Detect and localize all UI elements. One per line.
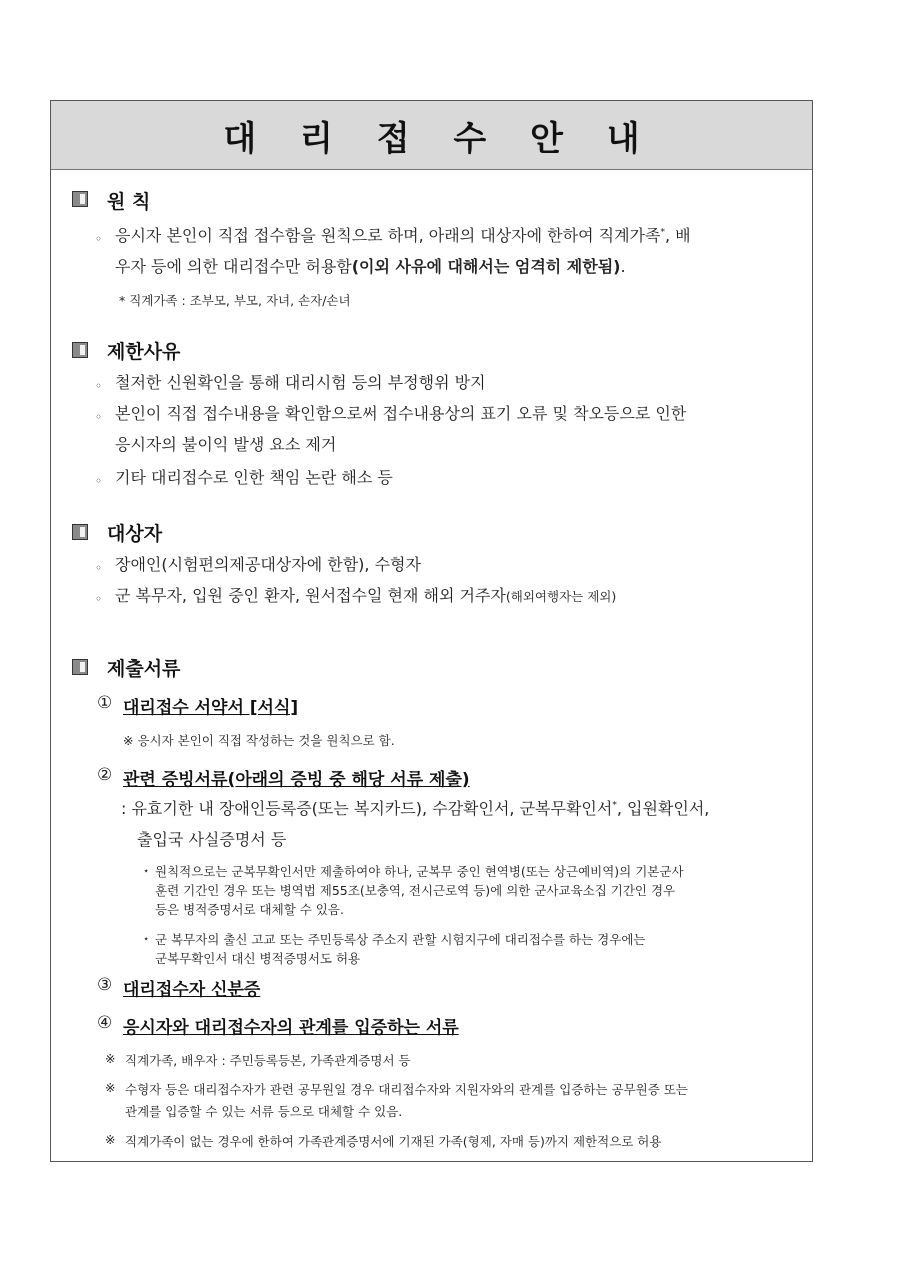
doc-1-label: 대리접수 서약서 [서식] xyxy=(123,698,299,718)
reason-item-continued: 응시자의 불이익 발생 요소 제거 xyxy=(115,435,337,454)
reason-item: 철저한 신원확인을 통해 대리시험 등의 부정행위 방지 xyxy=(115,373,486,392)
ref-mark: ※ xyxy=(105,1080,116,1095)
section-title-reason: 제한사유 xyxy=(107,341,181,363)
principle-line-1 xyxy=(115,226,691,247)
doc-4-note: 수형자 등은 대리접수자가 관련 공무원일 경우 대리접수자와 지원자와의 관계를 입증하는 공무원증 또는 xyxy=(125,1082,688,1097)
section-marker-icon xyxy=(72,191,88,207)
circle-bullet-icon: ◦ xyxy=(95,379,103,393)
doc-2-text-1a: : 유효기한 내 장애인등록증(또는 복지카드), 수감확인서, 군복무확인서 xyxy=(121,799,613,818)
principle-text-2c: . xyxy=(620,257,626,276)
principle-text-2a: 우자 등에 의한 대리접수만 허용함 xyxy=(115,257,352,276)
doc-2-note-1 xyxy=(155,862,684,919)
principle-footnote: * 직계가족 : 조부모, 부모, 자녀, 손자/손녀 xyxy=(119,293,351,308)
doc-4-note: 직계가족, 배우자 : 주민등록등본, 가족관계증명서 등 xyxy=(125,1053,411,1068)
title-bar xyxy=(51,101,812,170)
star-bullet-icon: ⋆ xyxy=(143,934,150,945)
doc-2-note-1-line: 원칙적으로는 군복무확인서만 제출하여야 하나, 군복무 중인 현역병(또는 상근예비역)의 기본군사 xyxy=(155,864,684,879)
doc-2-line-1 xyxy=(121,799,709,820)
doc-2-note-1-line: 등은 병적증명서로 대체할 수 있음. xyxy=(155,902,344,917)
principle-text-1b: , 배 xyxy=(664,226,691,245)
doc-1-number: ① xyxy=(97,693,113,713)
principle-text-1a: 응시자 본인이 직접 접수함을 원칙으로 하며, 아래의 대상자에 한하여 직계가족 xyxy=(115,226,661,245)
section-title-documents: 제출서류 xyxy=(107,658,181,680)
section-marker-icon xyxy=(72,342,88,358)
doc-1-note: ※ 응시자 본인이 직접 작성하는 것을 원칙으로 함. xyxy=(123,733,395,748)
doc-2-number: ② xyxy=(97,765,113,785)
section-title-target: 대상자 xyxy=(107,523,163,545)
section-marker-icon xyxy=(72,524,88,540)
doc-4-note-continued: 관계를 입증할 수 있는 서류 등으로 대체할 수 있음. xyxy=(125,1104,403,1119)
doc-3-number: ③ xyxy=(97,975,113,995)
document-frame xyxy=(50,100,813,1162)
doc-3-label: 대리접수자 신분증 xyxy=(123,980,261,1000)
section-marker-icon xyxy=(72,659,88,675)
principle-line-2 xyxy=(115,257,626,278)
doc-4-number: ④ xyxy=(97,1013,113,1033)
doc-2-line-2: 출입국 사실증명서 등 xyxy=(137,830,287,849)
doc-2-note-1-line: 훈련 기간인 경우 또는 병역법 제55조(보충역, 전시근로역 등)에 의한 군사교육소집 기간인 경우 xyxy=(155,883,676,898)
doc-2-note-2-line: 군복무확인서 대신 병적증명서도 허용 xyxy=(155,951,361,966)
circle-bullet-icon: ◦ xyxy=(95,474,103,488)
ref-mark: ※ xyxy=(105,1051,116,1066)
target-item-1: 장애인(시험편의제공대상자에 한함), 수형자 xyxy=(115,555,421,574)
doc-2-note-2-line: 군 복무자의 출신 고교 또는 주민등록상 주소지 관할 시험지구에 대리접수를 하는 경우에는 xyxy=(155,932,646,947)
doc-2-label: 관련 증빙서류(아래의 증빙 중 해당 서류 제출) xyxy=(123,770,470,790)
ref-mark: ※ xyxy=(105,1132,116,1147)
doc-4-label: 응시자와 대리접수자의 관계를 입증하는 서류 xyxy=(123,1018,459,1038)
star-bullet-icon: ⋆ xyxy=(143,866,150,877)
doc-2-text-1b: , 입원확인서, xyxy=(616,799,710,818)
circle-bullet-icon: ◦ xyxy=(95,410,103,424)
doc-2-note-2 xyxy=(155,930,645,968)
circle-bullet-icon: ◦ xyxy=(95,592,103,606)
doc-4-note: 직계가족이 없는 경우에 한하여 가족관계증명서에 기재된 가족(형제, 자매 등)까지 제한적으로 허용 xyxy=(125,1134,662,1149)
target-item-2-text: 군 복무자, 입원 중인 환자, 원서접수일 현재 해외 거주자 xyxy=(115,586,506,605)
circle-bullet-icon: ◦ xyxy=(95,561,103,575)
footnote-mark: * xyxy=(612,800,617,811)
target-item-2-note: (해외여행자는 제외) xyxy=(505,589,617,604)
reason-item: 기타 대리접수로 인한 책임 논란 해소 등 xyxy=(115,468,393,487)
reason-item: 본인이 직접 접수내용을 확인함으로써 접수내용상의 표기 오류 및 착오등으로 인한 xyxy=(115,404,687,423)
page-title: 대 리 접 수 안 내 xyxy=(223,118,656,159)
footnote-mark: * xyxy=(660,227,665,238)
section-title-principle: 원 칙 xyxy=(107,191,151,213)
circle-bullet-icon: ◦ xyxy=(95,232,103,246)
target-item-2 xyxy=(115,586,616,607)
principle-text-2b: (이외 사유에 대해서는 엄격히 제한됨) xyxy=(351,257,621,276)
